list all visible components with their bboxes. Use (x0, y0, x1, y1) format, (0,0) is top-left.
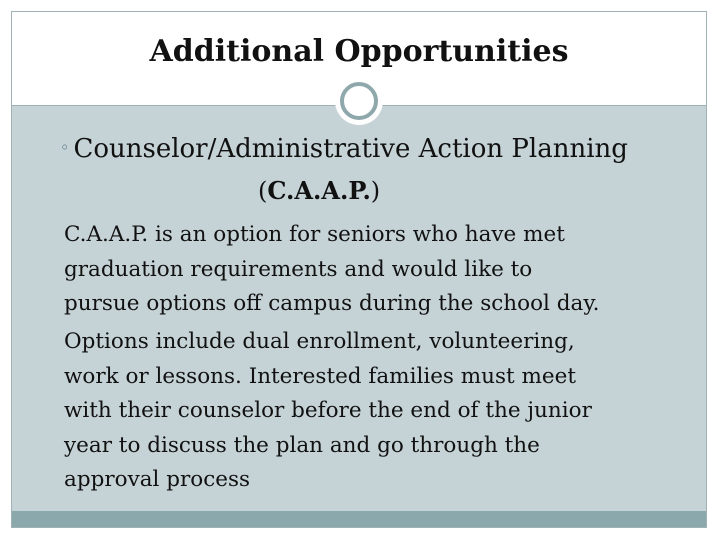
sub-heading-open: ( (258, 177, 268, 205)
bullet-icon: ◦ (60, 138, 70, 157)
sub-heading-close: ) (370, 177, 381, 205)
footer-bar (12, 511, 706, 527)
bullet-heading-text: Counselor/Administrative Action Planning (73, 134, 628, 164)
sub-heading-acronym: C.A.A.P. (267, 176, 371, 205)
sub-heading (258, 176, 380, 205)
circle-icon (340, 82, 378, 120)
bullet-heading (60, 134, 628, 164)
paragraph-options: Options include dual enrollment, volunteering, work or lessons. Interested families must meet with their counselor before the end of the junior year to discuss the plan and go through the approval process (64, 329, 592, 492)
slide-title: Additional Opportunities (149, 34, 569, 69)
paragraph-description: C.A.A.P. is an option for seniors who have met graduation requirements and would like to pursue options off campus during the school day. (64, 222, 600, 316)
slide-frame (11, 11, 707, 528)
